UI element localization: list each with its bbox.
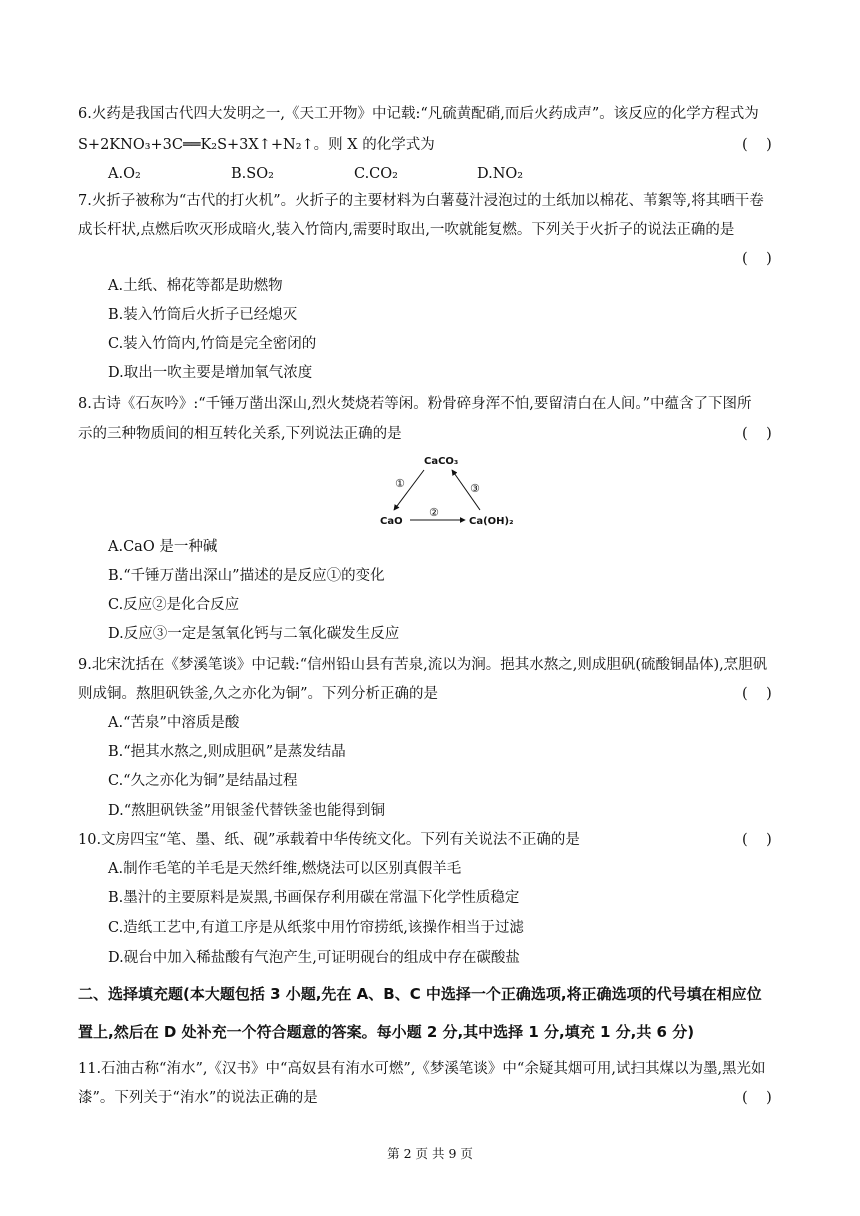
q7-option-a: A.土纸、棉花等都是助燃物 [108,278,283,294]
label-reaction-2: ② [429,506,439,519]
q10-stem-line1: 10.文房四宝“笔、墨、纸、砚”承载着中华传统文化。下列有关说法不正确的是 [78,832,580,848]
q10-option-a: A.制作毛笔的羊毛是天然纤维,燃烧法可以区别真假羊毛 [108,861,462,877]
q10-option-d: D.砚台中加入稀盐酸有气泡产生,可证明砚台的组成中存在碳酸盐 [108,950,520,966]
q7-option-b: B.装入竹筒后火折子已经熄灭 [108,307,298,323]
q8-option-a: A.CaO 是一种碱 [108,539,218,555]
section-2-heading-line2: 置上,然后在 D 处补充一个符合题意的答案。每小题 2 分,其中选择 1 分,填充 1 分,共 6 分) [78,1023,695,1041]
q6-stem-line2: S+2KNO₃+3C══K₂S+3X↑+N₂↑。则 X 的化学式为 [78,137,435,153]
q6-option-b: B.SO₂ [231,166,274,182]
q9-option-c: C.“久之亦化为铜”是结晶过程 [108,773,298,789]
q6-option-a: A.O₂ [108,166,141,182]
q6-option-d: D.NO₂ [477,166,524,182]
q8-answer-paren: ( ) [742,426,772,442]
node-cao: CaO [380,516,403,527]
arrow-reaction-1 [394,470,424,510]
calcium-cycle-diagram [372,450,522,530]
q8-option-b: B.“千锤万凿出深山”描述的是反应①的变化 [108,568,385,584]
q6-answer-paren: ( ) [742,137,772,153]
page-number-footer: 第 2 页 共 9 页 [387,1146,473,1161]
q7-stem-line2: 成长杆状,点燃后吹灭形成暗火,装入竹筒内,需要时取出,一吹就能复燃。下列关于火折子的说法正确的是 [78,222,735,238]
q10-option-c: C.造纸工艺中,有道工序是从纸浆中用竹帘捞纸,该操作相当于过滤 [108,920,524,936]
q9-option-d: D.“熬胆矾铁釜”用银釜代替铁釜也能得到铜 [108,803,386,819]
q9-option-a: A.“苦泉”中溶质是酸 [108,715,240,731]
node-caco3: CaCO₃ [424,456,459,467]
q6-stem-line1: 6.火药是我国古代四大发明之一,《天工开物》中记载:“凡硫黄配硝,而后火药成声”。该反应的化学方程式为 [78,106,759,122]
node-caoh2: Ca(OH)₂ [469,516,514,527]
q8-stem-line2: 示的三种物质间的相互转化关系,下列说法正确的是 [78,426,402,442]
q8-option-c: C.反应②是化合反应 [108,597,240,613]
q9-stem-line1: 9.北宋沈括在《梦溪笔谈》中记载:“信州铅山县有苦泉,流以为涧。挹其水熬之,则成胆矾(硫酸铜晶体),烹胆矾 [78,657,768,673]
q6-options [108,164,523,184]
q10-answer-paren: ( ) [742,832,772,848]
q11-stem-line2: 漆”。下列关于“洧水”的说法正确的是 [78,1090,318,1106]
q9-stem-line2: 则成铜。熬胆矾铁釜,久之亦化为铜”。下列分析正确的是 [78,686,439,702]
q7-stem-line1: 7.火折子被称为“古代的打火机”。火折子的主要材料为白薯蔓汁浸泡过的土纸加以棉花、苇絮等,将其晒干卷 [78,193,764,209]
section-2-heading-line1: 二、选择填充题(本大题包括 3 小题,先在 A、B、C 中选择一个正确选项,将正确选项的代号填在相应位 [78,985,762,1003]
q7-answer-paren: ( ) [742,251,772,267]
q6-option-c: C.CO₂ [354,166,398,182]
label-reaction-1: ① [395,477,405,490]
q8-option-d: D.反应③一定是氢氧化钙与二氧化碳发生反应 [108,626,400,642]
q11-answer-paren: ( ) [742,1090,772,1106]
q8-stem-line1: 8.古诗《石灰吟》:“千锤万凿出深山,烈火焚烧若等闲。粉骨碎身浑不怕,要留清白在人间。”中蕴含了下图所 [78,396,752,412]
q9-option-b: B.“挹其水熬之,则成胆矾”是蒸发结晶 [108,744,346,760]
q9-answer-paren: ( ) [742,686,772,702]
q7-option-d: D.取出一吹主要是增加氧气浓度 [108,365,313,381]
q10-option-b: B.墨汁的主要原料是炭黑,书画保存利用碳在常温下化学性质稳定 [108,890,520,906]
q7-option-c: C.装入竹筒内,竹筒是完全密闭的 [108,336,317,352]
q11-stem-line1: 11.石油古称“洧水”,《汉书》中“高奴县有洧水可燃”,《梦溪笔谈》中“余疑其烟可用,试扫其煤以为墨,黑光如 [78,1061,766,1077]
label-reaction-3: ③ [470,482,480,495]
